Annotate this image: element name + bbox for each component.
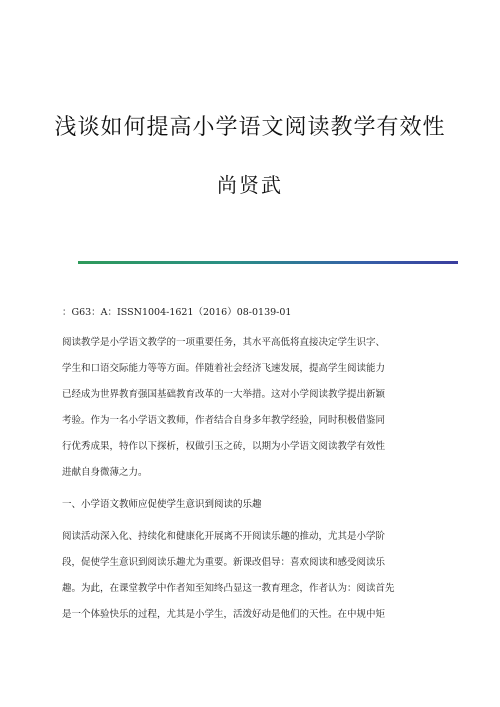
paragraph-1-line-3: 已经成为世界教育强国基础教育改革的一大举措。这对小学阅读教学提出新颖 xyxy=(62,389,386,400)
paragraph-1-line-2: 学生和口语交际能力等等方面。伴随着社会经济飞速发展，提高学生阅读能力 xyxy=(62,363,386,374)
paragraph-1-line-4: 考验。作为一名小学语文教师，作者结合自身多年教学经验，同时积极借鉴同 xyxy=(62,415,386,426)
paragraph-2-line-3: 趣。为此，在课堂教学中作者知至知终凸显这一教育理念，作者认为：阅读首先 xyxy=(62,583,395,594)
paragraph-1-line-6: 进献自身微薄之力。 xyxy=(62,467,148,478)
author-name: 尚贤武 xyxy=(217,173,283,197)
classification-line: ：G63：A：ISSN1004-1621（2016）08-0139-01 xyxy=(62,307,292,318)
paragraph-1-line-5: 行优秀成果，特作以下探析，权做引玉之砖，以期为小学语文阅读教学有效性 xyxy=(62,441,386,452)
section-heading-1: 一、小学语文教师应促使学生意识到阅读的乐趣 xyxy=(62,499,262,510)
paragraph-2-line-4: 是一个体验快乐的过程，尤其是小学生，活泼好动是他们的天性。在中规中矩 xyxy=(62,609,386,620)
paragraph-1-line-1: 阅读教学是小学语文教学的一项重要任务，其水平高低将直接决定学生识字、 xyxy=(62,337,386,348)
paragraph-2-line-2: 段，促使学生意识到阅读乐趣尤为重要。新课改倡导：喜欢阅读和感受阅读乐 xyxy=(62,557,386,568)
document-title: 浅谈如何提高小学语文阅读教学有效性 xyxy=(54,115,446,140)
paragraph-2-line-1: 阅读活动深入化、持续化和健康化开展离不开阅读乐趣的推动，尤其是小学阶 xyxy=(62,531,386,542)
title-divider xyxy=(78,261,458,264)
